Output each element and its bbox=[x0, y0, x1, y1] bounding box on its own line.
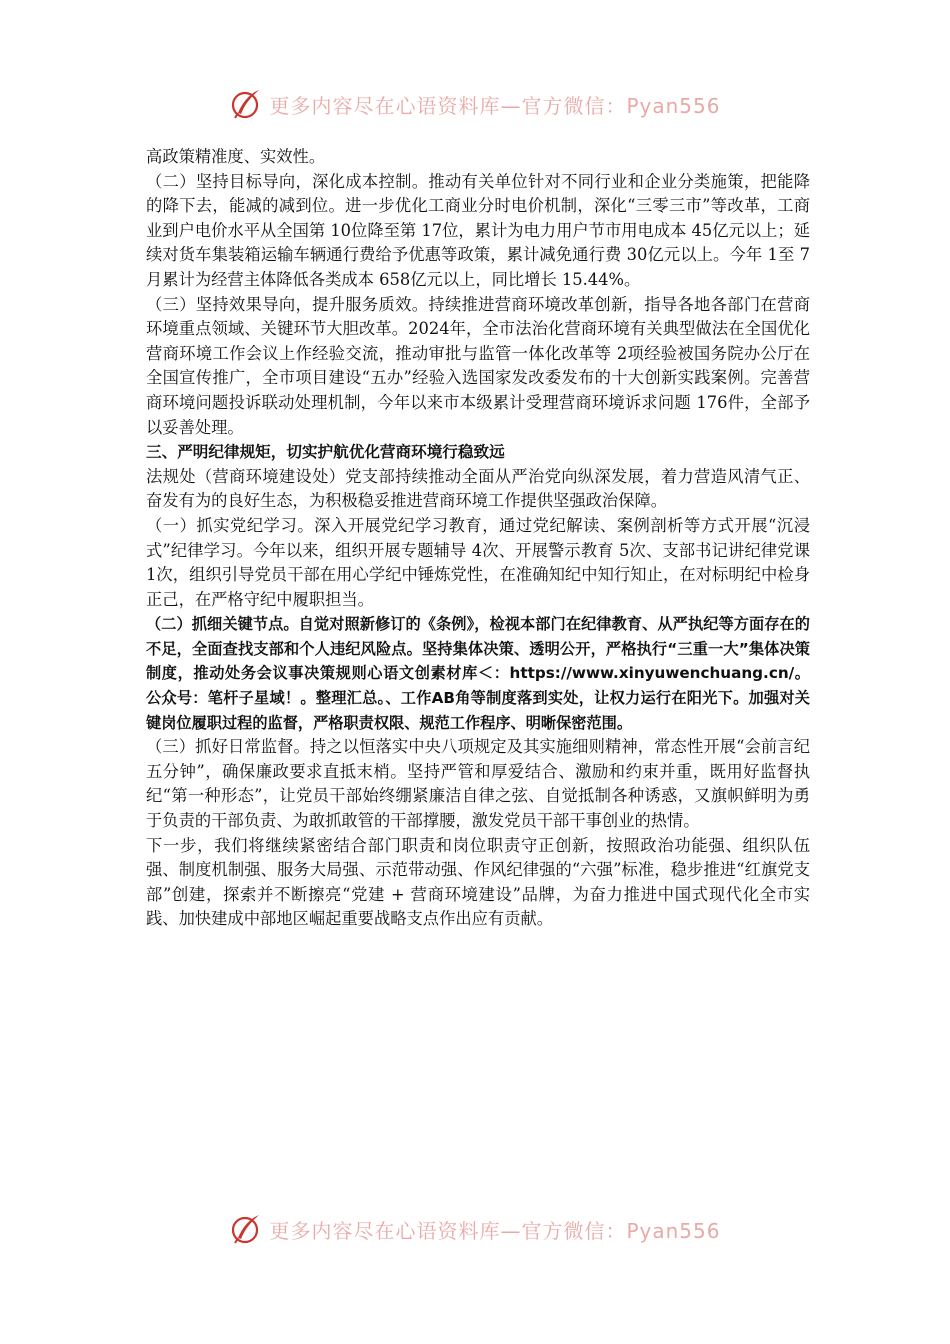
paragraph-next-steps: 下一步，我们将继续紧密结合部门职责和岗位职责守正创新，按照政治功能强、组织队伍强、制度机制强、服务大局强、示范带动强、作风纪律强的“六强”标准，稳步推进“红旗党支部”创建，探索并不断擦亮“党建 + 营商环境建设”品牌，为奋力推进中国式现代化全市实践、加快建成中部地区崛起重要战略支点作出应有贡献。 bbox=[146, 835, 810, 929]
header-banner-text: 更多内容尽在心语资料库—官方微信：Pyan556 bbox=[269, 93, 721, 118]
footer-banner bbox=[0, 1209, 950, 1249]
header-banner bbox=[0, 84, 950, 124]
quill-pen-logo-icon bbox=[229, 1212, 263, 1246]
quill-pen-logo-icon bbox=[229, 87, 263, 121]
paragraph-effect-oriented: （三）坚持效果导向，提升服务质效。持续推进营商环境改革创新，指导各地各部门在营商环境重点领域、关键环节大胆改革。2024年，全市法治化营商环境有关典型做法在全国优化营商环境工作会议上作经验交流，推动审批与监管一体化改革等 2项经验被国务院办公厅在全国宣传推广，全市项目建设“五办”经验入选国家发改委发布的十大创新实践案例。完善营商环境问题投诉联动处理机制，今年以来市本级累计受理营商环境诉求问题 176件，全部予以妥善处理。 bbox=[146, 294, 810, 437]
section-heading-discipline: 三、严明纪律规矩，切实护航优化营商环境行稳致远 bbox=[146, 443, 505, 462]
document-body bbox=[146, 145, 810, 932]
paragraph-daily-supervision: （三）抓好日常监督。持之以恒落实中央八项规定及其实施细则精神，常态性开展“会前言纪五分钟”，确保廉政要求直抵末梢。坚持严管和厚爱结合、激励和约束并重，既用好监督执纪“第一种形态”，让党员干部始终绷紧廉洁自律之弦、自觉抵制各种诱惑，又旗帜鲜明为勇于负责的干部负责、为敢抓敢管的干部撑腰，激发党员干部干事创业的热情。 bbox=[146, 737, 810, 831]
footer-banner-text: 更多内容尽在心语资料库—官方微信：Pyan556 bbox=[269, 1218, 721, 1243]
paragraph-discipline-intro: 法规处（营商环境建设处）党支部持续推动全面从严治党向纵深发展，着力营造风清气正、奋发有为的良好生态，为积极稳妥推进营商环境工作提供坚强政治保障。 bbox=[146, 466, 810, 511]
paragraph-party-study: （一）抓实党纪学习。深入开展党纪学习教育，通过党纪解读、案例剖析等方式开展“沉浸式”纪律学习。今年以来，组织开展专题辅导 4次、开展警示教育 5次、支部书记讲纪律党课 1次，组织引导党员干部在用心学纪中锤炼党性，在准确知纪中知行知止，在对标明纪中检身正己，在严格守纪中履职担当。 bbox=[146, 515, 810, 609]
paragraph-intro-tail: 高政策精准度、实效性。 bbox=[146, 147, 326, 166]
paragraph-goal-oriented: （二）坚持目标导向，深化成本控制。推动有关单位针对不同行业和企业分类施策，把能降的降下去，能减的减到位。进一步优化工商业分时电价机制，深化“三零三市”等改革，工商业到户电价水平从全国第 10位降至第 17位，累计为电力用户节市用电成本 45亿元以上；延续对货车集装箱运输车辆通行费给予优惠等政策，累计减免通行费 30亿元以上。今年 1至 7月累计为经营主体降低各类成本 658亿元以上，同比增长 15.44%。 bbox=[146, 171, 810, 289]
paragraph-key-nodes: （二）抓细关键节点。自觉对照新修订的《条例》，检视本部门在纪律教育、从严执纪等方面存在的不足，全面查找支部和个人违纪风险点。坚持集体决策、透明公开，严格执行“三重一大”集体决策制度，推动处务会议事决策规则心语文创素材库＜：https://www.xinyuwenchuang.cn/。公众号：笔杆子星域！。整理汇总。、工作AB角等制度落到实处，让权力运行在阳光下。加强对关键岗位履职过程的监督，严格职责权限、规范工作程序、明晰保密范围。 bbox=[146, 615, 810, 732]
